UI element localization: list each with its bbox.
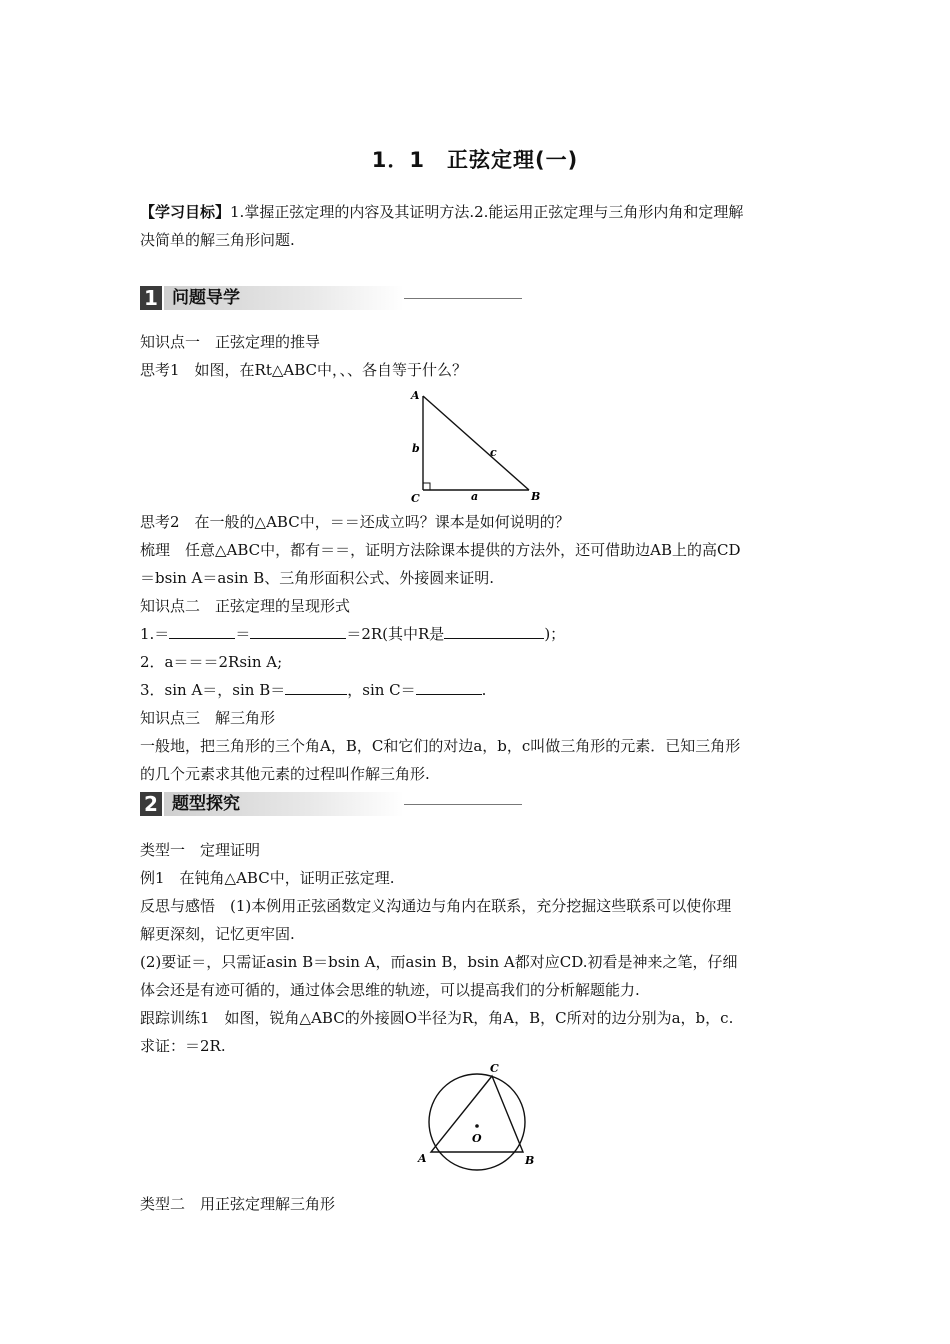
- objective-text-1: 1.掌握正弦定理的内容及其证明方法.2.能运用正弦定理与三角形内角和定理解: [230, 203, 744, 221]
- think-1: 思考1 如图，在Rt△ABC中，、、各自等于什么？: [140, 361, 468, 379]
- form-item-1-eq: ＝: [235, 625, 251, 643]
- form-item-1-end: )；: [544, 625, 566, 643]
- fill-blank[interactable]: [250, 624, 346, 639]
- type-1-heading: 类型一 定理证明: [140, 841, 261, 859]
- vertex-c-label: C: [411, 492, 420, 504]
- example-1: 例1 在钝角△ABC中，证明正弦定理.: [140, 869, 395, 887]
- vertex-b-label: B: [531, 490, 541, 503]
- objective-text-2: 决简单的解三角形问题.: [140, 231, 295, 249]
- form-item-1-start: 1.＝: [140, 625, 170, 643]
- k3-line-1: 一般地，把三角形的三个角A，B，C和它们的对边a，b，c叫做三角形的元素．已知三角形: [140, 737, 741, 755]
- section-number: 1: [140, 286, 162, 310]
- section-label-box: [164, 286, 404, 310]
- form-item-1-mid: ＝2R(其中R是: [346, 625, 445, 643]
- section-header-1: [140, 286, 522, 310]
- form-item-1: [140, 620, 820, 648]
- reflection-line-1: 反思与感悟 (1)本例用正弦函数定义沟通边与角内在联系，充分挖掘这些联系可以使你理: [140, 897, 732, 915]
- form-item-2: 2．a＝＝＝2Rsin A;: [140, 653, 283, 671]
- vertex-a-label: A: [418, 1152, 427, 1165]
- reflection-line-2: 解更深刻，记忆更牢固.: [140, 925, 295, 943]
- training-1-line-2: 求证：＝2R.: [140, 1037, 226, 1055]
- form-item-3-mid: ，sin C＝: [347, 681, 416, 699]
- section-header-2: [140, 792, 522, 816]
- circumcircle-figure: [412, 1060, 542, 1172]
- vertex-a-label: A: [411, 389, 420, 402]
- section-number: 2: [140, 792, 162, 816]
- form-item-3-end: .: [481, 681, 487, 699]
- k3-line-2: 的几个元素求其他元素的过程叫作解三角形.: [140, 765, 430, 783]
- section-rule: [404, 298, 522, 299]
- section-label-box: [164, 792, 404, 816]
- vertex-b-label: B: [525, 1154, 535, 1167]
- summary-line-1: 梳理 任意△ABC中，都有＝＝，证明方法除课本提供的方法外，还可借助边AB上的高CD: [140, 541, 741, 559]
- side-a-label: a: [471, 490, 479, 503]
- section-label: 问题导学: [172, 288, 240, 308]
- vertex-c-label: C: [490, 1062, 499, 1075]
- side-c-label: c: [490, 446, 497, 459]
- reflection-line-4: 体会还是有迹可循的，通过体会思维的轨迹，可以提高我们的分析解题能力.: [140, 981, 640, 999]
- form-item-3-start: 3．sin A＝，sin B＝: [140, 681, 286, 699]
- fill-blank[interactable]: [285, 680, 347, 695]
- right-triangle-figure: [405, 386, 545, 504]
- reflection-line-3: (2)要证＝，只需证asin B＝bsin A，而asin B，bsin A都对应CD.初看是神来之笔，仔细: [140, 953, 738, 971]
- knowledge-point-2-heading: 知识点二 正弦定理的呈现形式: [140, 597, 351, 615]
- training-1-line-1: 跟踪训练1 如图，锐角△ABC的外接圆O半径为R，角A，B，C所对的边分别为a，b，c.: [140, 1009, 734, 1027]
- knowledge-point-3-heading: 知识点三 解三角形: [140, 709, 276, 727]
- section-rule: [404, 804, 522, 805]
- fill-blank[interactable]: [444, 624, 544, 639]
- page-title: 1．1 正弦定理(一): [371, 148, 579, 172]
- center-o-label: O: [472, 1132, 482, 1145]
- knowledge-point-1-heading: 知识点一 正弦定理的推导: [140, 333, 321, 351]
- type-2-heading: 类型二 用正弦定理解三角形: [140, 1195, 336, 1213]
- objective-tag: 【学习目标】: [140, 203, 231, 221]
- side-b-label: b: [412, 442, 420, 455]
- learning-objective: [140, 198, 820, 226]
- summary-line-2: ＝bsin A＝asin B、三角形面积公式、外接圆来证明.: [140, 569, 495, 587]
- fill-blank[interactable]: [169, 624, 235, 639]
- form-item-3: [140, 676, 820, 704]
- section-label: 题型探究: [172, 794, 240, 814]
- think-2: 思考2 在一般的△ABC中，＝＝还成立吗？课本是如何说明的？: [140, 513, 570, 531]
- fill-blank[interactable]: [416, 680, 482, 695]
